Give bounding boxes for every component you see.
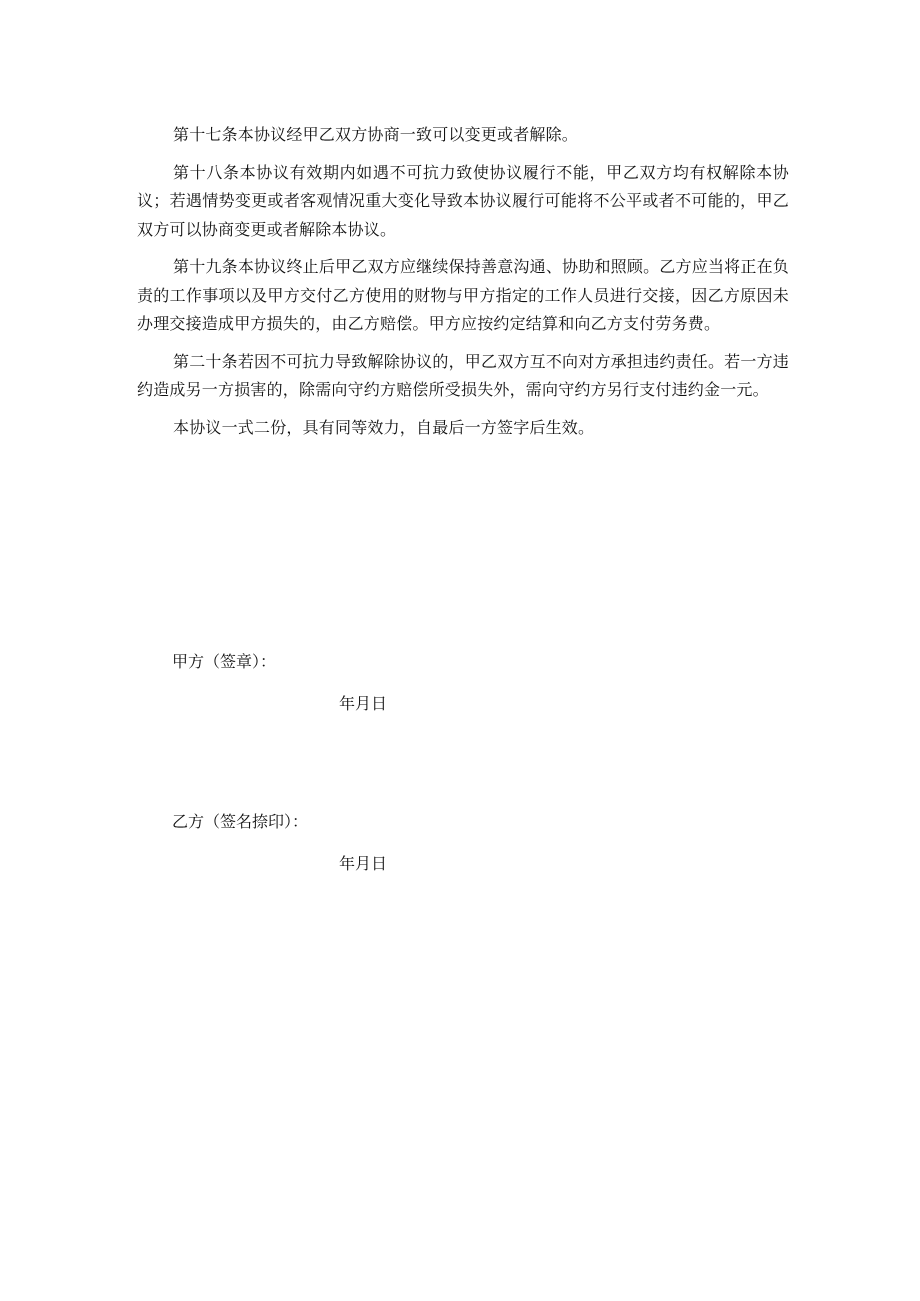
party-b-date-line: 年月日 (339, 854, 388, 873)
party-a-date-line: 年月日 (339, 694, 388, 713)
agreement-body (137, 121, 789, 451)
clause-18-paragraph: 第十八条本协议有效期内如遇不可抗力致使协议履行不能，甲乙双方均有权解除本协议；若遇情势变更或者客观情况重大变化导致本协议履行可能将不公平或者不可能的，甲乙双方可以协商变更或者解除本协议。 (137, 162, 789, 239)
party-b-signature-label: 乙方（签名捺印）： (172, 812, 309, 831)
copies-effect-paragraph: 本协议一式二份，具有同等效力，自最后一方签字后生效。 (173, 417, 595, 437)
clause-19-paragraph: 第十九条本协议终止后甲乙双方应继续保持善意沟通、协助和照顾。乙方应当将正在负责的工作事项以及甲方交付乙方使用的财物与甲方指定的工作人员进行交接，因乙方原因未办理交接造成甲方损失的，由乙方赔偿。甲方应按约定结算和向乙方支付劳务费。 (137, 257, 789, 333)
party-a-signature-label: 甲方（签章）： (172, 652, 277, 671)
clause-20-paragraph: 第二十条若因不可抗力导致解除协议的，甲乙双方互不向对方承担违约责任。若一方违约造成另一方损害的，除需向守约方赔偿所受损失外，需向守约方另行支付违约金一元。 (137, 351, 789, 399)
clause-17-paragraph: 第十七条本协议经甲乙双方协商一致可以变更或者解除。 (173, 125, 579, 144)
